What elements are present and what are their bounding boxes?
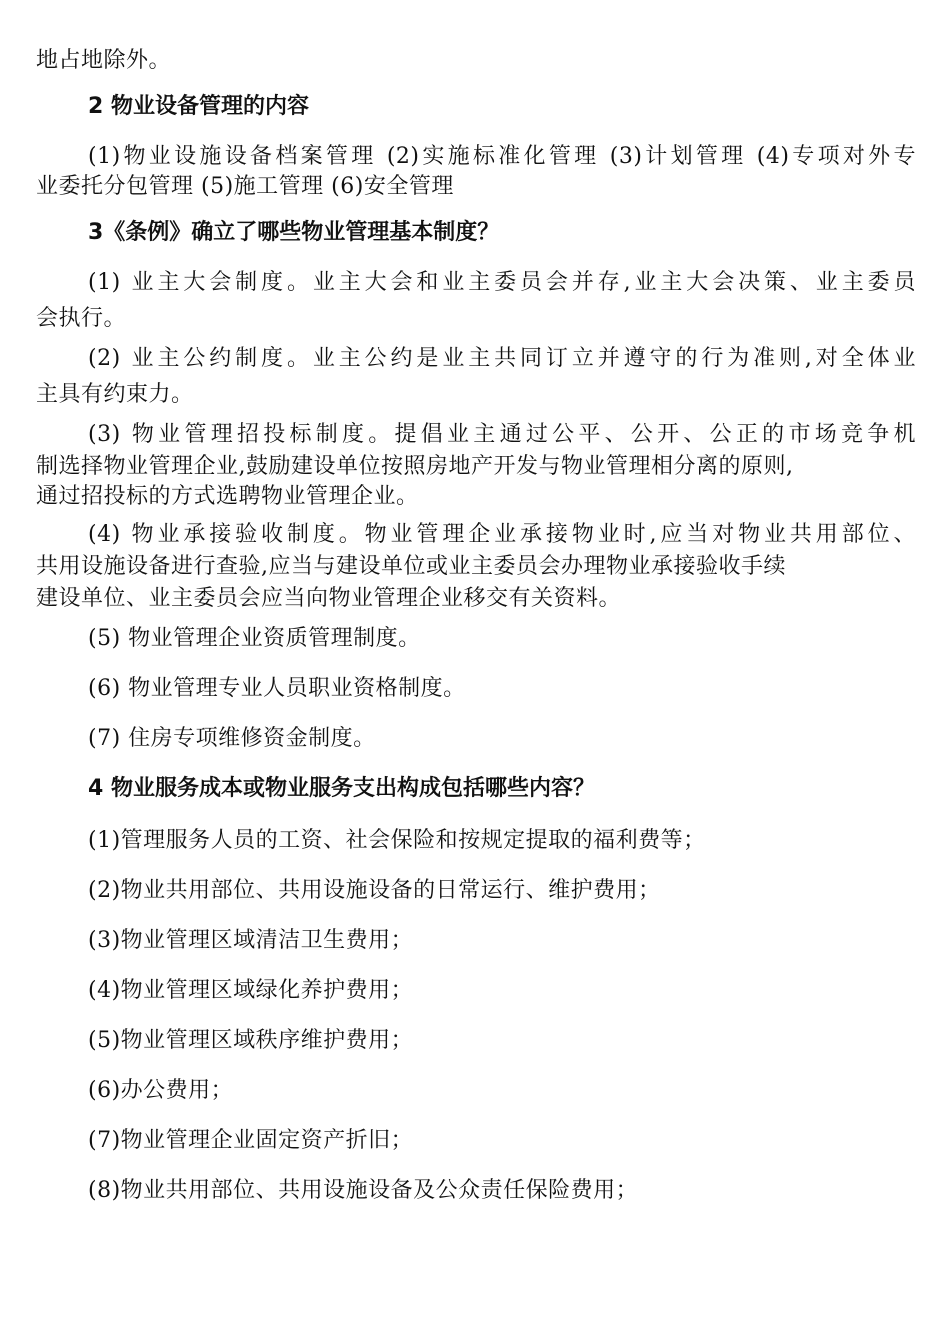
section3-item3-line3: 通过招投标的方式选聘物业管理企业。 <box>36 484 419 509</box>
section3-item3-line2: 制选择物业管理企业,鼓励建设单位按照房地产开发与物业管理相分离的原则, <box>36 454 794 479</box>
section3-item4-line1: (4) 物业承接验收制度。物业管理企业承接物业时,应当对物业共用部位、 <box>88 522 916 547</box>
section3-item3-line1: (3) 物业管理招投标制度。提倡业主通过公平、公开、公正的市场竞争机 <box>88 422 916 447</box>
section3-heading: 3《条例》确立了哪些物业管理基本制度？ <box>88 220 500 245</box>
section4-item6: (6)办公费用； <box>88 1078 234 1103</box>
section4-item5: (5)物业管理区域秩序维护费用； <box>88 1028 414 1053</box>
section4-item3: (3)物业管理区域清洁卫生费用； <box>88 928 414 953</box>
section3-item4-line2: 共用设施设备进行查验,应当与建设单位或业主委员会办理物业承接验收手续 <box>36 554 786 579</box>
section4-heading: 4 物业服务成本或物业服务支出构成包括哪些内容？ <box>88 776 595 801</box>
section3-item6: (6) 物业管理专业人员职业资格制度。 <box>88 676 466 701</box>
section3-item1-line2: 会执行。 <box>36 306 127 331</box>
section4-item2: (2)物业共用部位、共用设施设备的日常运行、维护费用； <box>88 878 661 903</box>
section3-item7: (7) 住房专项维修资金制度。 <box>88 726 376 751</box>
section3-item4-line3: 建设单位、业主委员会应当向物业管理企业移交有关资料。 <box>36 586 622 611</box>
section4-item4: (4)物业管理区域绿化养护费用； <box>88 978 414 1003</box>
section3-item5: (5) 物业管理企业资质管理制度。 <box>88 626 421 651</box>
section2-text-line2: 业委托分包管理 (5)施工管理 (6)安全管理 <box>36 174 454 199</box>
section4-item1: (1)管理服务人员的工资、社会保险和按规定提取的福利费等； <box>88 828 706 853</box>
section4-item7: (7)物业管理企业固定资产折旧； <box>88 1128 414 1153</box>
section2-text-line1: (1)物业设施设备档案管理 (2)实施标准化管理 (3)计划管理 (4)专项对外专 <box>88 144 916 169</box>
section2-heading: 2 物业设备管理的内容 <box>88 94 309 119</box>
section4-item8: (8)物业共用部位、共用设施设备及公众责任保险费用； <box>88 1178 639 1203</box>
intro-text: 地占地除外。 <box>36 48 172 73</box>
section3-item2-line2: 主具有约束力。 <box>36 382 194 407</box>
section3-item1-line1: (1) 业主大会制度。业主大会和业主委员会并存,业主大会决策、业主委员 <box>88 270 916 295</box>
section3-item2-line1: (2) 业主公约制度。业主公约是业主共同订立并遵守的行为准则,对全体业 <box>88 346 916 371</box>
